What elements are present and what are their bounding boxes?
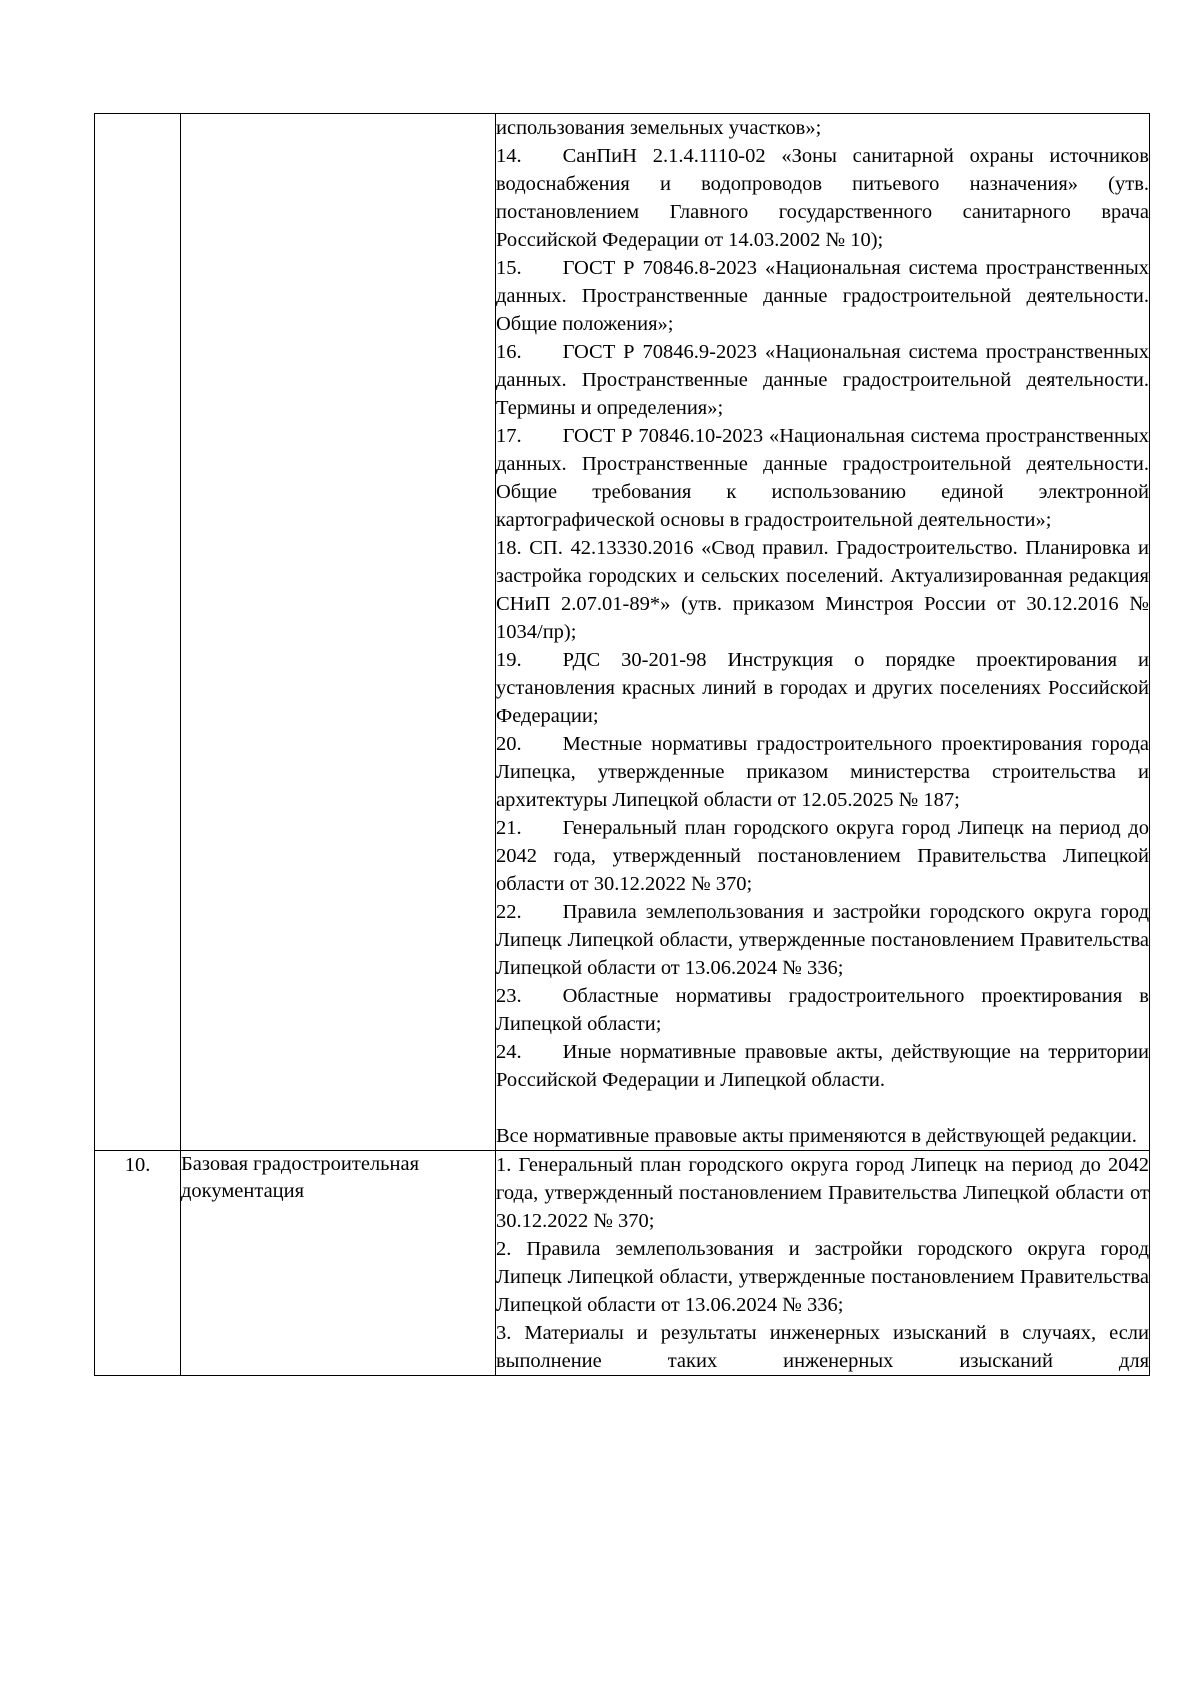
list-item: 3. Материалы и результаты инженерных изысканий в случаях, если выполнение таких инженерных изысканий для	[496, 1322, 1149, 1372]
row-content	[496, 1151, 1150, 1376]
list-item: 24. Иные нормативные правовые акты, действующие на территории Российской Федерации и Липецкой области.	[496, 1041, 1149, 1091]
list-item: 18. СП. 42.13330.2016 «Свод правил. Градостроительство. Планировка и застройка городских и сельских поселений. Актуализированная редакция СНиП 2.07.01-89*» (утв. приказом Минстроя России от 30.12.2016 № 1034/пр);	[496, 537, 1149, 643]
list-item: 17. ГОСТ Р 70846.10-2023 «Национальная система пространственных данных. Пространственные данные градостроительной деятельности. Общие требования к использованию единой электронной картографической основы в градостроительной деятельности»;	[496, 425, 1149, 531]
row-number	[95, 114, 181, 1151]
row-number: 10.	[95, 1151, 181, 1376]
list-item: 1. Генеральный план городского округа город Липецк на период до 2042 года, утвержденный постановлением Правительства Липецкой области от 30.12.2022 № 370;	[496, 1154, 1149, 1232]
list-item: 20. Местные нормативы градостроительного проектирования города Липецка, утвержденные приказом министерства строительства и архитектуры Липецкой области от 12.05.2025 № 187;	[496, 733, 1149, 811]
list-item: 2. Правила землепользования и застройки городского округа город Липецк Липецкой области, утвержденные постановлением Правительства Липецкой области от 13.06.2024 № 336;	[496, 1238, 1149, 1316]
list-item: 15. ГОСТ Р 70846.8-2023 «Национальная система пространственных данных. Пространственные данные градостроительной деятельности. Общие положения»;	[496, 257, 1149, 335]
note-text: Все нормативные правовые акты применяются в действующей редакции.	[496, 1125, 1137, 1147]
table-row	[95, 1151, 1150, 1376]
row-name: Базовая градостроительная документация	[181, 1151, 496, 1376]
list-item: 23. Областные нормативы градостроительного проектирования в Липецкой области;	[496, 985, 1149, 1035]
list-item: 22. Правила землепользования и застройки городского округа город Липецк Липецкой области, утвержденные постановлением Правительства Липецкой области от 13.06.2024 № 336;	[496, 901, 1149, 979]
table-row	[95, 114, 1150, 1151]
list-item: использования земельных участков»;	[496, 117, 822, 139]
paragraph-gap	[496, 1094, 1149, 1122]
list-item: 21. Генеральный план городского округа город Липецк на период до 2042 года, утвержденный постановлением Правительства Липецкой области от 30.12.2022 № 370;	[496, 817, 1149, 895]
requirements-table	[94, 113, 1150, 1376]
list-item: 19. РДС 30-201-98 Инструкция о порядке проектирования и установления красных линий в городах и других поселениях Российской Федерации;	[496, 649, 1149, 727]
row-name	[181, 114, 496, 1151]
row-content	[496, 114, 1150, 1151]
list-item: 14. СанПиН 2.1.4.1110-02 «Зоны санитарной охраны источников водоснабжения и водопроводов питьевого назначения» (утв. постановлением Главного государственного санитарного врача Российской Федерации от 14.03.2002 № 10);	[496, 145, 1149, 251]
list-item: 16. ГОСТ Р 70846.9-2023 «Национальная система пространственных данных. Пространственные данные градостроительной деятельности. Термины и определения»;	[496, 341, 1149, 419]
